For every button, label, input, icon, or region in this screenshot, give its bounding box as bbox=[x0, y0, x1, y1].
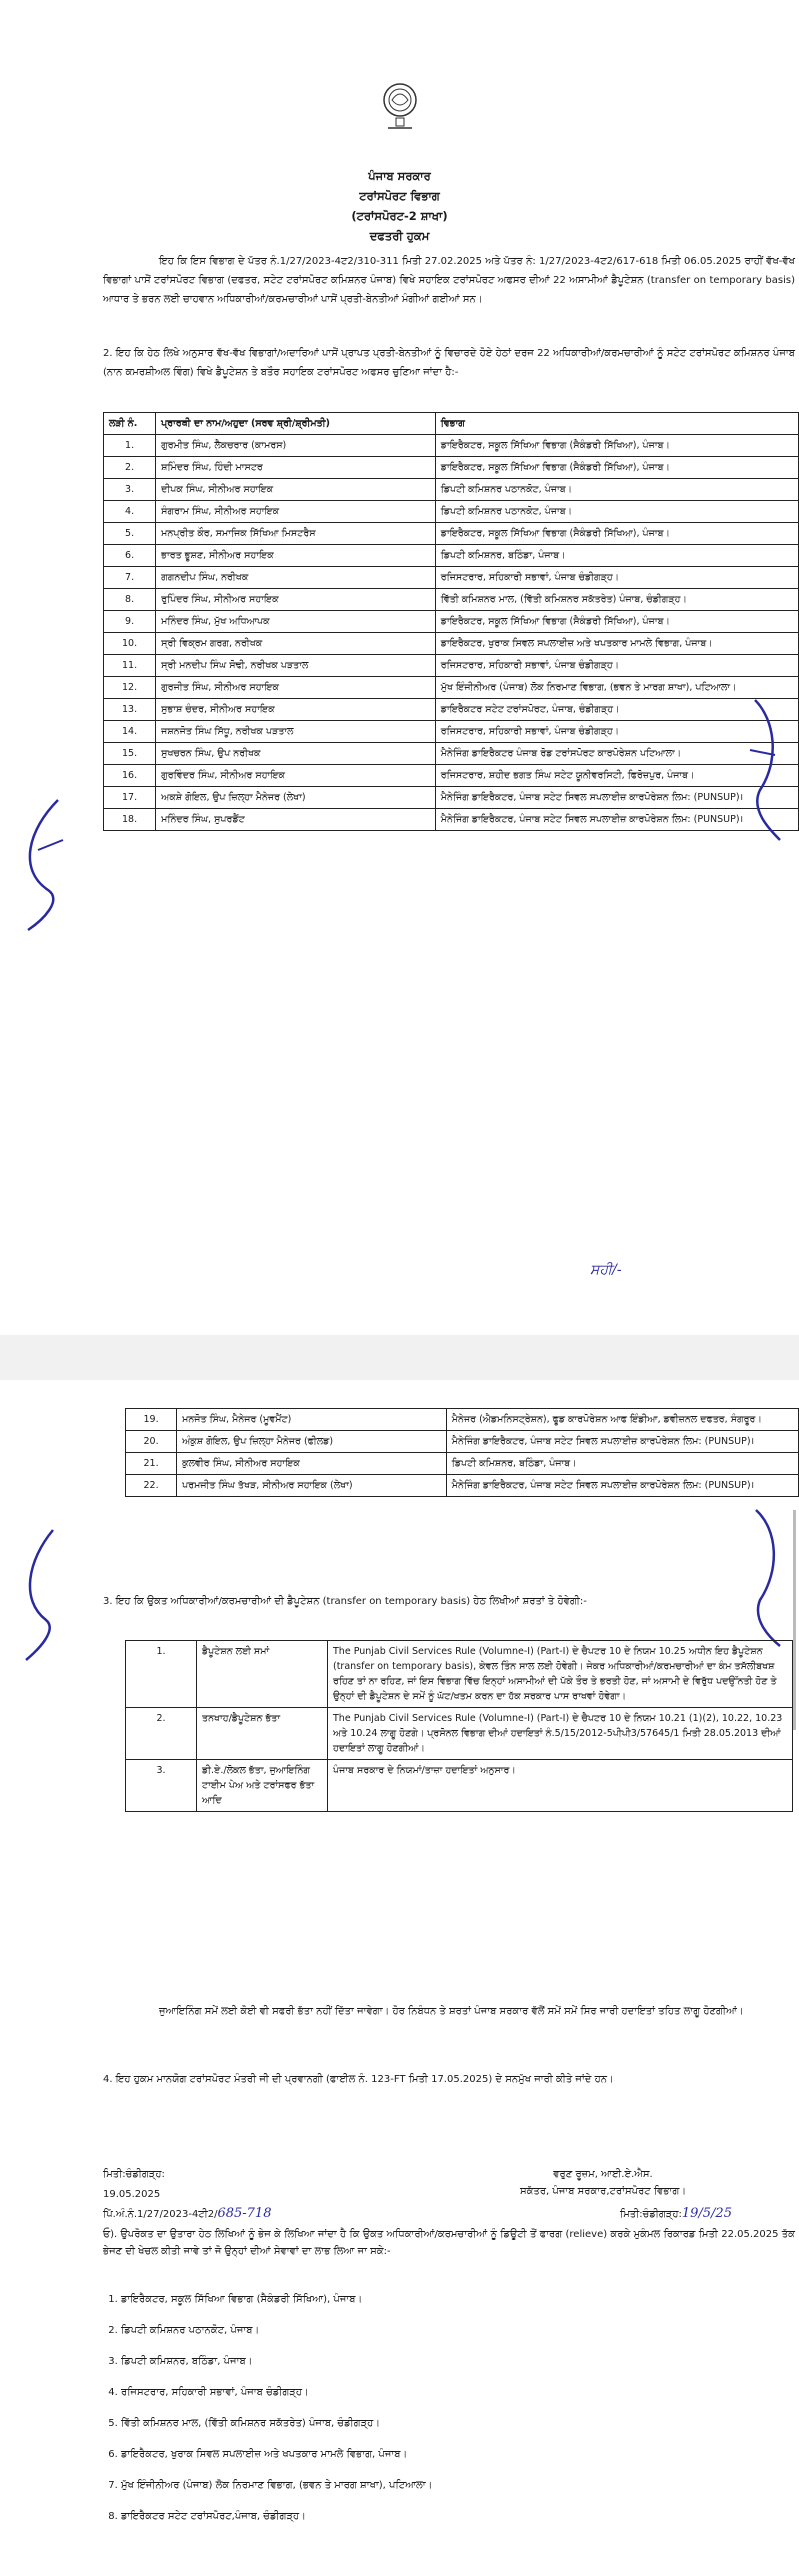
row-department: ਮੈਨੇਜਿੰਗ ਡਾਇਰੈਕਟਰ, ਪੰਜਾਬ ਸਟੇਟ ਸਿਵਲ ਸਪਲਾਈਜ਼ ਕਾਰਪੋਰੇਸ਼ਨ ਲਿਮ: (PUNSUP)। bbox=[446, 1431, 798, 1453]
terms-detail: The Punjab Civil Services Rule (Volumne-I) (Part-I) ਦੇ ਚੈਪਟਰ 10 ਦੇ ਨਿਯਮ 10.21 (1)(2), 10.22, 10.23 ਅਤੇ 10.24 ਲਾਗੂ ਹੋਣਗੇ। ਪ੍ਰਸੋਨਲ ਵਿਭਾਗ ਦੀਆਂ ਹਦਾਇਤਾਂ ਨੰ.5/15/2012-5ਪੀਪੀ3/57645/1 ਮਿਤੀ 28.05.2013 ਦੀਆਂ ਹਦਾਇਤਾਂ ਲਾਗੂ ਹੋਣਗੀਆਂ। bbox=[328, 1708, 793, 1760]
table-row bbox=[104, 501, 799, 523]
row-name: ਮਨਪ੍ਰੀਤ ਕੌਰ, ਸਮਾਜਿਕ ਸਿੱਖਿਆ ਮਿਸਟਰੈਸ bbox=[156, 523, 436, 545]
row-serial: 1. bbox=[104, 435, 156, 457]
list-item: 2. ਡਿਪਟੀ ਕਮਿਸ਼ਨਰ ਪਠਾਨਕੋਟ, ਪੰਜਾਬ। bbox=[121, 2315, 799, 2346]
table-row bbox=[104, 457, 799, 479]
row-department: ਮੈਨੇਜਿੰਗ ਡਾਇਰੈਕਟਰ, ਪੰਜਾਬ ਸਟੇਟ ਸਿਵਲ ਸਪਲਾਈਜ਼ ਕਾਰਪੋਰੇਸ਼ਨ ਲਿਮ: (PUNSUP)। bbox=[435, 809, 798, 831]
row-serial: 13. bbox=[104, 699, 156, 721]
row-name: ਮਨਜੋਤ ਸਿੰਘ, ਮੈਨੇਜਰ (ਮੂਵਮੈਂਟ) bbox=[177, 1409, 447, 1431]
row-name: ਗੁਰਵਿੰਦਰ ਸਿੰਘ, ਸੀਨੀਅਰ ਸਹਾਇਕ bbox=[156, 765, 436, 787]
table-row bbox=[104, 435, 799, 457]
table-row bbox=[104, 545, 799, 567]
row-name: ਗੁਰਜੀਤ ਸਿੰਘ, ਸੀਨੀਅਰ ਸਹਾਇਕ bbox=[156, 677, 436, 699]
table-row bbox=[104, 721, 799, 743]
row-serial: 8. bbox=[104, 589, 156, 611]
terms-row bbox=[126, 1708, 793, 1760]
table-row bbox=[126, 1431, 799, 1453]
row-serial: 22. bbox=[126, 1475, 177, 1497]
row-name: ਮਨਿੰਦਰ ਸਿੰਘ, ਸੁਪਰਡੈਂਟ bbox=[156, 809, 436, 831]
table-row bbox=[104, 655, 799, 677]
terms-row bbox=[126, 1760, 793, 1812]
signoff-place: ਮਿਤੀ:ਚੰਡੀਗੜ੍ਹ: bbox=[103, 2169, 165, 2180]
paragraph-1: ਇਹ ਕਿ ਇਸ ਵਿਭਾਗ ਦੇ ਪੱਤਰ ਨੰ.1/27/2023-4ਟ2/310-311 ਮਿਤੀ 27.02.2025 ਅਤੇ ਪੱਤਰ ਨੰ: 1/27/2023-4ਟ2/617-618 ਮਿਤੀ 06.05.2025 ਰਾਹੀਂ ਵੱਖ-ਵੱਖ ਵਿਭਾਗਾਂ ਪਾਸੋਂ ਟਰਾਂਸਪੋਰਟ ਵਿਭਾਗ (ਦਫਤਰ, ਸਟੇਟ ਟਰਾਂਸਪੋਰਟ ਕਮਿਸ਼ਨਰ ਪੰਜਾਬ) ਵਿਖੇ ਸਹਾਇਕ ਟਰਾਂਸਪੋਰਟ ਅਫਸਰ ਦੀਆਂ 22 ਅਸਾਮੀਆਂ ਡੈਪੂਟੇਸ਼ਨ (transfer on temporary basis) ਆਧਾਰ ਤੇ ਭਰਨ ਲਈ ਚਾਹਵਾਨ ਅਧਿਕਾਰੀਆਂ/ਕਰਮਚਾਰੀਆਂ ਪਾਸੋਂ ਪ੍ਰਤੀ-ਬੇਨਤੀਆਂ ਮੰਗੀਆਂ ਗਈਆਂ ਸਨ। bbox=[103, 256, 795, 305]
row-name: ਦੀਪਕ ਸਿੰਘ, ਸੀਨੀਅਰ ਸਹਾਇਕ bbox=[156, 479, 436, 501]
row-name: ਗੁਰਮੀਤ ਸਿੰਘ, ਲੈਕਚਰਾਰ (ਕਾਮਰਸ) bbox=[156, 435, 436, 457]
row-department: ਮੈਨੇਜਿੰਗ ਡਾਇਰੈਕਟਰ ਪੰਜਾਬ ਰੋਡ ਟਰਾਂਸਪੋਰਟ ਕਾਰਪੋਰੇਸ਼ਨ ਪਟਿਆਲਾ। bbox=[435, 743, 798, 765]
officer-designation: ਸਕੱਤਰ, ਪੰਜਾਬ ਸਰਕਾਰ,ਟਰਾਂਸਪੋਰਟ ਵਿਭਾਗ। bbox=[519, 2186, 687, 2197]
signoff-date: 19.05.2025 bbox=[103, 2189, 161, 2200]
row-name: ਗਗਨਦੀਪ ਸਿੰਘ, ਨਰੀਖਕ bbox=[156, 567, 436, 589]
row-serial: 4. bbox=[104, 501, 156, 523]
table-row bbox=[104, 743, 799, 765]
list-item: 1. ਡਾਇਰੈਕਟਰ, ਸਕੂਲ ਸਿੱਖਿਆ ਵਿਭਾਗ (ਸੈਕੰਡਰੀ ਸਿੱਖਿਆ), ਪੰਜਾਬ। bbox=[121, 2284, 799, 2315]
row-serial: 20. bbox=[126, 1431, 177, 1453]
table-row bbox=[104, 479, 799, 501]
row-serial: 5. bbox=[104, 523, 156, 545]
terms-serial: 3. bbox=[126, 1760, 197, 1812]
paragraph-joining: ਜੁਆਇਨਿੰਗ ਸਮੇਂ ਲਈ ਕੋਈ ਵੀ ਸਫਰੀ ਭੱਤਾ ਨਹੀਂ ਦਿੱਤਾ ਜਾਵੇਗਾ। ਹੋਰ ਨਿਬੰਧਨ ਤੇ ਸ਼ਰਤਾਂ ਪੰਜਾਬ ਸਰਕਾਰ ਵੱਲੋਂ ਸਮੇਂ ਸਮੇਂ ਸਿਰ ਜਾਰੀ ਹਦਾਇਤਾਂ ਤਹਿਤ ਲਾਗੂ ਹੋਣਗੀਆਂ। bbox=[159, 2006, 744, 2017]
row-serial: 17. bbox=[104, 787, 156, 809]
row-department: ਮੈਨੇਜਿੰਗ ਡਾਇਰੈਕਟਰ, ਪੰਜਾਬ ਸਟੇਟ ਸਿਵਲ ਸਪਲਾਈਜ਼ ਕਾਰਪੋਰੇਸ਼ਨ ਲਿਮ: (PUNSUP)। bbox=[446, 1475, 798, 1497]
table-row bbox=[104, 787, 799, 809]
endorsement-paragraph: ਓ). ਉਪਰੋਕਤ ਦਾ ਉਤਾਰਾ ਹੇਠ ਲਿਖਿਆਂ ਨੂੰ ਭੇਜ ਕੇ ਲਿਖਿਆ ਜਾਂਦਾ ਹੈ ਕਿ ਉਕਤ ਅਧਿਕਾਰੀਆਂ/ਕਰਮਚਾਰੀਆਂ ਨੂੰ ਡਿਊਟੀ ਤੋਂ ਫਾਰਗ (relieve) ਕਰਕੇ ਮੁਕੰਮਲ ਰਿਕਾਰਡ ਮਿਤੀ 22.05.2025 ਤੱਕ ਭੇਜਣ ਦੀ ਖੇਚਲ ਕੀਤੀ ਜਾਵੇ ਤਾਂ ਜੋ ਉਨ੍ਹਾਂ ਦੀਆਂ ਸੇਵਾਵਾਂ ਦਾ ਲਾਭ ਲਿਆ ਜਾ ਸਕੇ:- bbox=[103, 2229, 795, 2257]
endorsement-date-handwritten: 19/5/25 bbox=[681, 2206, 732, 2221]
terms-subject: ਡੀ.ਏ./ਲੋਕਲ ਭੱਤਾ, ਜੁਆਇਨਿੰਗ ਟਾਈਮ ਪੇਅ ਅਤੇ ਟਰਾਂਸਫਰ ਭੱਤਾ ਆਦਿ bbox=[197, 1760, 328, 1812]
row-name: ਜਸ਼ਨਜੋਤ ਸਿੰਘ ਸਿੱਧੂ, ਨਰੀਖਕ ਪੜਤਾਲ bbox=[156, 721, 436, 743]
terms-serial: 1. bbox=[126, 1641, 197, 1708]
handwritten-signature-right bbox=[735, 690, 795, 850]
row-name: ਅਕਸ਼ੇ ਗੋਇਲ, ਉਪ ਜ਼ਿਲ੍ਹਾ ਮੈਨੇਜਰ (ਲੇਖਾ) bbox=[156, 787, 436, 809]
table-header-row bbox=[104, 413, 799, 435]
endorsement-number bbox=[103, 2205, 271, 2223]
row-serial: 9. bbox=[104, 611, 156, 633]
row-serial: 15. bbox=[104, 743, 156, 765]
selection-table-continued bbox=[125, 1408, 799, 1497]
row-department: ਵਿੱਤੀ ਕਮਿਸ਼ਨਰ ਮਾਲ, (ਵਿੱਤੀ ਕਮਿਸ਼ਨਰ ਸਕੱਤਰੇਤ) ਪੰਜਾਬ, ਚੰਡੀਗੜ੍ਹ। bbox=[435, 589, 798, 611]
row-serial: 2. bbox=[104, 457, 156, 479]
terms-serial: 2. bbox=[126, 1708, 197, 1760]
table-row bbox=[126, 1475, 799, 1497]
row-department: ਮੁੱਖ ਇੰਜੀਨੀਅਰ (ਪੰਜਾਬ) ਲੋਕ ਨਿਰਮਾਣ ਵਿਭਾਗ, (ਭਵਨ ਤੇ ਮਾਰਗ ਸ਼ਾਖਾ), ਪਟਿਆਲਾ। bbox=[435, 677, 798, 699]
table-row bbox=[104, 523, 799, 545]
terms-detail: The Punjab Civil Services Rule (Volumne-I) (Part-I) ਦੇ ਚੈਪਟਰ 10 ਦੇ ਨਿਯਮ 10.25 ਅਧੀਨ ਇਹ ਡੈਪੂਟੇਸ਼ਨ (transfer on temporary basis), ਕੇਵਲ ਤਿੰਨ ਸਾਲ ਲਈ ਹੋਵੇਗੀ। ਜੇਕਰ ਅਧਿਕਾਰੀਆਂ/ਕਰਮਚਾਰੀਆਂ ਦਾ ਕੰਮ ਤਸੱਲੀਬਖਸ਼ ਰਹਿਣ ਤਾਂ ਨਾ ਰਹਿਣ, ਜਾਂ ਇਸ ਵਿਭਾਗ ਵਿੱਚ ਇਨ੍ਹਾਂ ਅਸਾਮੀਆਂ ਦੀ ਪੱਕੇ ਤੌਰ ਤੇ ਭਰਤੀ ਹੋਣ, ਜਾਂ ਅਸਾਮੀ ਦੇ ਵਿਰੁੱਧ ਪਦਉੱਨਤੀ ਹੋਣ ਤੇ ਉਨ੍ਹਾਂ ਦੀ ਡੈਪੂਟੇਸ਼ਨ ਦੇ ਸਮੇਂ ਨੂੰ ਘੱਟ/ਖਤਮ ਕਰਨ ਦਾ ਹੱਕ ਸਰਕਾਰ ਪਾਸ ਰਾਖਵਾਂ ਹੋਵੇਗਾ। bbox=[328, 1641, 793, 1708]
row-serial: 7. bbox=[104, 567, 156, 589]
row-department: ਮੈਨੇਜਿੰਗ ਡਾਇਰੈਕਟਰ, ਪੰਜਾਬ ਸਟੇਟ ਸਿਵਲ ਸਪਲਾਈਜ਼ ਕਾਰਪੋਰੇਸ਼ਨ ਲਿਮ: (PUNSUP)। bbox=[435, 787, 798, 809]
list-item: 5. ਵਿੱਤੀ ਕਮਿਸ਼ਨਰ ਮਾਲ, (ਵਿੱਤੀ ਕਮਿਸ਼ਨਰ ਸਕੱਤਰੇਤ) ਪੰਜਾਬ, ਚੰਡੀਗੜ੍ਹ। bbox=[121, 2408, 799, 2439]
list-item: 8. ਡਾਇਰੈਕਟਰ ਸਟੇਟ ਟਰਾਂਸਪੋਰਟ,ਪੰਜਾਬ, ਚੰਡੀਗੜ੍ਹ। bbox=[121, 2501, 799, 2532]
row-department: ਡਿਪਟੀ ਕਮਿਸ਼ਨਰ, ਬਠਿੰਡਾ, ਪੰਜਾਬ। bbox=[435, 545, 798, 567]
row-department: ਡਾਇਰੈਕਟਰ, ਸਕੂਲ ਸਿੱਖਿਆ ਵਿਭਾਗ (ਸੈਕੰਡਰੀ ਸਿੱਖਿਆ), ਪੰਜਾਬ। bbox=[435, 523, 798, 545]
row-serial: 21. bbox=[126, 1453, 177, 1475]
table-row bbox=[104, 677, 799, 699]
terms-subject: ਡੈਪੂਟੇਸ਼ਨ ਲਈ ਸਮਾਂ bbox=[197, 1641, 328, 1708]
table-row bbox=[104, 611, 799, 633]
column-header-serial: ਲੜੀ ਨੰ. bbox=[104, 413, 156, 435]
row-name: ਕੁਲਵੀਰ ਸਿੰਘ, ਸੀਨੀਅਰ ਸਹਾਇਕ bbox=[177, 1453, 447, 1475]
table-row bbox=[126, 1453, 799, 1475]
row-serial: 3. bbox=[104, 479, 156, 501]
list-item: 3. ਡਿਪਟੀ ਕਮਿਸ਼ਨਰ, ਬਠਿੰਡਾ, ਪੰਜਾਬ। bbox=[121, 2346, 799, 2377]
table-row bbox=[104, 567, 799, 589]
row-name: ਅੰਕੁਸ਼ ਗੋਇਲ, ਉਪ ਜ਼ਿਲ੍ਹਾ ਮੈਨੇਜਰ (ਫੀਲਡ) bbox=[177, 1431, 447, 1453]
row-department: ਡਾਇਰੈਕਟਰ, ਸਕੂਲ ਸਿੱਖਿਆ ਵਿਭਾਗ (ਸੈਕੰਡਰੀ ਸਿੱਖਿਆ), ਪੰਜਾਬ। bbox=[435, 611, 798, 633]
handwritten-signature-left-page-2 bbox=[8, 1520, 68, 1670]
list-item: 7. ਮੁੱਖ ਇੰਜੀਨੀਅਰ (ਪੰਜਾਬ) ਲੋਕ ਨਿਰਮਾਣ ਵਿਭਾਗ, (ਭਵਨ ਤੇ ਮਾਰਗ ਸ਼ਾਖਾ), ਪਟਿਆਲਾ। bbox=[121, 2470, 799, 2501]
row-department: ਡਿਪਟੀ ਕਮਿਸ਼ਨਰ ਪਠਾਨਕੋਟ, ਪੰਜਾਬ। bbox=[435, 479, 798, 501]
endorsement-number-handwritten: 685-718 bbox=[217, 2206, 272, 2221]
terms-table bbox=[125, 1640, 793, 1812]
header-order-title: ਦਫਤਰੀ ਹੁਕਮ bbox=[369, 229, 430, 243]
row-name: ਸ਼ਮਿੰਦਰ ਸਿੰਘ, ਹਿੰਦੀ ਮਾਸਟਰ bbox=[156, 457, 436, 479]
row-name: ਸੰਗਰਾਮ ਸਿੰਘ, ਸੀਨੀਅਰ ਸਹਾਇਕ bbox=[156, 501, 436, 523]
table-row bbox=[104, 809, 799, 831]
row-department: ਰਜਿਸਟਰਾਰ, ਸਹਿਕਾਰੀ ਸਭਾਵਾਂ, ਪੰਜਾਬ ਚੰਡੀਗੜ੍ਹ। bbox=[435, 655, 798, 677]
endorsement-date-prefix: ਮਿਤੀ:ਚੰਡੀਗੜ੍ਹ: bbox=[620, 2209, 682, 2220]
handwritten-signature-left bbox=[8, 790, 78, 940]
table-row bbox=[104, 589, 799, 611]
page-separator bbox=[0, 1335, 799, 1380]
table-row bbox=[104, 699, 799, 721]
row-department: ਡਿਪਟੀ ਕਮਿਸ਼ਨਰ, ਬਠਿੰਡਾ, ਪੰਜਾਬ। bbox=[446, 1453, 798, 1475]
officer-name: ਵਰੁਣ ਰੂਜ਼ਮ, ਆਈ.ਏ.ਐਸ. bbox=[553, 2169, 653, 2180]
paragraph-2: 2. ਇਹ ਕਿ ਹੇਠ ਲਿਖੇ ਅਨੁਸਾਰ ਵੱਖ-ਵੱਖ ਵਿਭਾਗਾਂ/ਅਦਾਰਿਆਂ ਪਾਸੋਂ ਪ੍ਰਾਪਤ ਪ੍ਰਤੀ-ਬੇਨਤੀਆਂ ਨੂੰ ਵਿਚਾਰਦੇ ਹੋਏ ਹੇਠਾਂ ਦਰਜ 22 ਅਧਿਕਾਰੀਆਂ/ਕਰਮਚਾਰੀਆਂ ਨੂੰ ਸਟੇਟ ਟਰਾਂਸਪੋਰਟ ਕਮਿਸ਼ਨਰ ਪੰਜਾਬ (ਨਾਨ ਕਮਰਸ਼ੀਅਲ ਵਿੰਗ) ਵਿਖੇ ਡੈਪੂਟੇਸ਼ਨ ਤੇ ਬਤੌਰ ਸਹਾਇਕ ਟਰਾਂਸਪੋਰਟ ਅਫਸਰ ਚੁਣਿਆ ਜਾਂਦਾ ਹੈ:- bbox=[103, 348, 795, 378]
row-serial: 18. bbox=[104, 809, 156, 831]
row-name: ਪਰਮਜੀਤ ਸਿੰਘ ਤੱਖੜ, ਸੀਨੀਅਰ ਸਹਾਇਕ (ਲੇਖਾ) bbox=[177, 1475, 447, 1497]
row-name: ਸੁਭਾਸ਼ ਚੰਦਰ, ਸੀਨੀਅਰ ਸਹਾਇਕ bbox=[156, 699, 436, 721]
row-serial: 10. bbox=[104, 633, 156, 655]
row-serial: 14. bbox=[104, 721, 156, 743]
table-row bbox=[104, 765, 799, 787]
row-department: ਰਜਿਸਟਰਾਰ, ਸਹਿਕਾਰੀ ਸਭਾਵਾਂ, ਪੰਜਾਬ ਚੰਡੀਗੜ੍ਹ। bbox=[435, 721, 798, 743]
header-branch: (ਟਰਾਂਸਪੋਰਟ-2 ਸ਼ਾਖਾ) bbox=[351, 209, 448, 223]
row-serial: 11. bbox=[104, 655, 156, 677]
terms-detail: ਪੰਜਾਬ ਸਰਕਾਰ ਦੇ ਨਿਯਮਾਂ/ਤਾਜ਼ਾ ਹਦਾਇਤਾਂ ਅਨੁਸਾਰ। bbox=[328, 1760, 793, 1812]
row-name: ਰੁਪਿੰਦਰ ਸਿੰਘ, ਸੀਨੀਅਰ ਸਹਾਇਕ bbox=[156, 589, 436, 611]
row-name: ਸ੍ਰੀ ਵਿਕ੍ਰਮ ਗਰਗ, ਨਰੀਖਕ bbox=[156, 633, 436, 655]
row-department: ਡਿਪਟੀ ਕਮਿਸ਼ਨਰ ਪਠਾਨਕੋਟ, ਪੰਜਾਬ। bbox=[435, 501, 798, 523]
row-name: ਭਾਰਤ ਭੂਸ਼ਣ, ਸੀਨੀਅਰ ਸਹਾਇਕ bbox=[156, 545, 436, 567]
row-department: ਮੈਨੇਜਰ (ਐਡਮਨਿਸਟ੍ਰੇਸ਼ਨ), ਫੂਡ ਕਾਰਪੋਰੇਸ਼ਨ ਆਫ ਇੰਡੀਆ, ਡਵੀਜ਼ਨਲ ਦਫਤਰ, ਸੰਗਰੂਰ। bbox=[446, 1409, 798, 1431]
row-name: ਸ੍ਰੀ ਮਨਦੀਪ ਸਿੰਘ ਸੋਢੀ, ਨਰੀਖਕ ਪੜਤਾਲ bbox=[156, 655, 436, 677]
row-name: ਸੁਖਚਰਨ ਸਿੰਘ, ਉਪ ਨਰੀਖਕ bbox=[156, 743, 436, 765]
row-serial: 12. bbox=[104, 677, 156, 699]
list-item: 4. ਰਜਿਸਟਰਾਰ, ਸਹਿਕਾਰੀ ਸਭਾਵਾਂ, ਪੰਜਾਬ ਚੰਡੀਗੜ੍ਹ। bbox=[121, 2377, 799, 2408]
handwritten-signature-right-page-2 bbox=[738, 1500, 793, 1650]
paragraph-3: 3. ਇਹ ਕਿ ਉਕਤ ਅਧਿਕਾਰੀਆਂ/ਕਰਮਚਾਰੀਆਂ ਦੀ ਡੈਪੂਟੇਸ਼ਨ (transfer on temporary basis) ਹੇਠ ਲਿਖੀਆਂ ਸ਼ਰਤਾਂ ਤੇ ਹੋਵੇਗੀ:- bbox=[103, 1596, 587, 1607]
endorsement-recipient-list bbox=[103, 2284, 799, 2532]
row-serial: 6. bbox=[104, 545, 156, 567]
row-serial: 16. bbox=[104, 765, 156, 787]
table-row bbox=[104, 633, 799, 655]
row-department: ਰਜਿਸਟਰਾਰ, ਸਹਿਕਾਰੀ ਸਭਾਵਾਂ, ਪੰਜਾਬ ਚੰਡੀਗੜ੍ਹ। bbox=[435, 567, 798, 589]
row-name: ਮਨਿੰਦਰ ਸਿੰਘ, ਮੁੱਖ ਅਧਿਆਪਕ bbox=[156, 611, 436, 633]
header-department: ਟਰਾਂਸਪੋਰਟ ਵਿਭਾਗ bbox=[359, 189, 440, 203]
terms-row bbox=[126, 1641, 793, 1708]
row-department: ਡਾਇਰੈਕਟਰ, ਖੁਰਾਕ ਸਿਵਲ ਸਪਲਾਈਜ਼ ਅਤੇ ਖਪਤਕਾਰ ਮਾਮਲੇ ਵਿਭਾਗ, ਪੰਜਾਬ। bbox=[435, 633, 798, 655]
endorsement-date bbox=[620, 2205, 732, 2223]
table-row bbox=[126, 1409, 799, 1431]
row-department: ਡਾਇਰੈਕਟਰ, ਸਕੂਲ ਸਿੱਖਿਆ ਵਿਭਾਗ (ਸੈਕੰਡਰੀ ਸਿੱਖਿਆ), ਪੰਜਾਬ। bbox=[435, 435, 798, 457]
row-department: ਡਾਇਰੈਕਟਰ ਸਟੇਟ ਟਰਾਂਸਪੋਰਟ, ਪੰਜਾਬ, ਚੰਡੀਗੜ੍ਹ। bbox=[435, 699, 798, 721]
page-1-initials-signature: ਸਹੀ/- bbox=[590, 1262, 622, 1278]
column-header-name: ਪ੍ਰਾਰਥੀ ਦਾ ਨਾਮ/ਅਹੁਦਾ (ਸਰਵ ਸ਼੍ਰੀ/ਸ਼੍ਰੀਮਤੀ) bbox=[156, 413, 436, 435]
scan-edge-line bbox=[793, 1510, 796, 1730]
paragraph-4: 4. ਇਹ ਹੁਕਮ ਮਾਨਯੋਗ ਟਰਾਂਸਪੋਰਟ ਮੰਤਰੀ ਜੀ ਦੀ ਪ੍ਰਵਾਨਗੀ (ਫਾਈਲ ਨੰ. 123-FT ਮਿਤੀ 17.05.2025) ਦੇ ਸਨਮੁੱਖ ਜਾਰੀ ਕੀਤੇ ਜਾਂਦੇ ਹਨ। bbox=[103, 2074, 614, 2085]
row-department: ਰਜਿਸਟਰਾਰ, ਸ਼ਹੀਦ ਭਗਤ ਸਿੰਘ ਸਟੇਟ ਯੂਨੀਵਰਸਿਟੀ, ਫਿਰੋਜ਼ਪੁਰ, ਪੰਜਾਬ। bbox=[435, 765, 798, 787]
endorsement-number-prefix: ਪਿੱ.ਅੰ.ਨੰ.1/27/2023-4ਟੀ2/ bbox=[103, 2209, 218, 2220]
column-header-department: ਵਿਭਾਗ bbox=[435, 413, 798, 435]
row-serial: 19. bbox=[126, 1409, 177, 1431]
selection-table bbox=[103, 412, 799, 831]
punjab-government-emblem-icon bbox=[378, 80, 422, 134]
header-government: ਪੰਜਾਬ ਸਰਕਾਰ bbox=[368, 169, 431, 183]
list-item: 6. ਡਾਇਰੈਕਟਰ, ਖੁਰਾਕ ਸਿਵਲ ਸਪਲਾਈਜ਼ ਅਤੇ ਖਪਤਕਾਰ ਮਾਮਲੇ ਵਿਭਾਗ, ਪੰਜਾਬ। bbox=[121, 2439, 799, 2470]
row-department: ਡਾਇਰੈਕਟਰ, ਸਕੂਲ ਸਿੱਖਿਆ ਵਿਭਾਗ (ਸੈਕੰਡਰੀ ਸਿੱਖਿਆ), ਪੰਜਾਬ। bbox=[435, 457, 798, 479]
terms-subject: ਤਨਖਾਹ/ਡੈਪੂਟੇਸ਼ਨ ਭੱਤਾ bbox=[197, 1708, 328, 1760]
